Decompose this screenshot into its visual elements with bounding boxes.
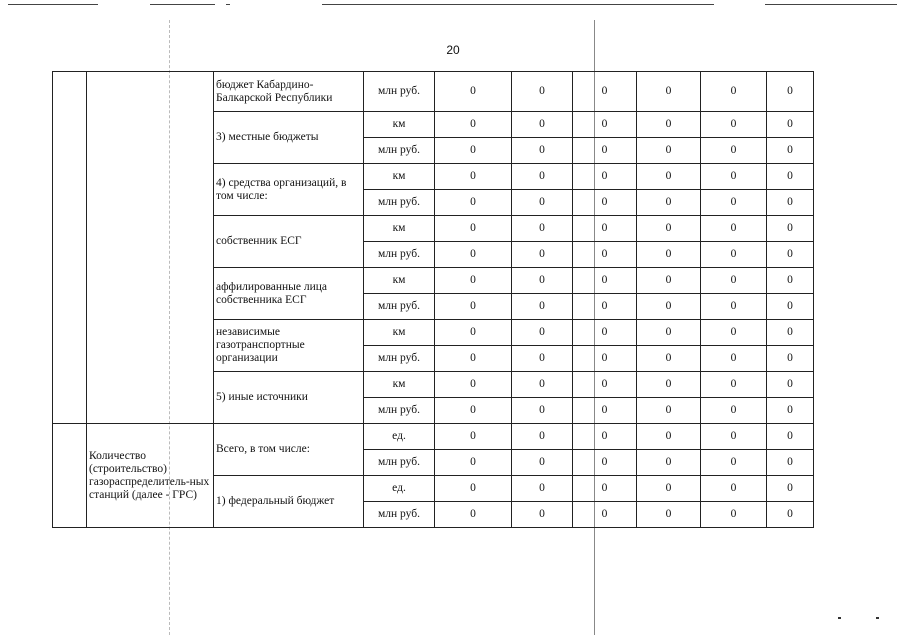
value-cell: 0 bbox=[573, 346, 637, 372]
table-row bbox=[53, 424, 814, 450]
unit-cell: млн руб. bbox=[364, 502, 435, 528]
value-cell: 0 bbox=[767, 450, 814, 476]
value-cell: 0 bbox=[637, 138, 701, 164]
scan-mark bbox=[876, 617, 879, 619]
value-cell: 0 bbox=[701, 398, 767, 424]
value-cell: 0 bbox=[512, 320, 573, 346]
funding-source-label: 5) иные источники bbox=[214, 372, 364, 424]
value-cell: 0 bbox=[701, 164, 767, 190]
value-cell: 0 bbox=[512, 476, 573, 502]
value-cell: 0 bbox=[701, 424, 767, 450]
value-cell: 0 bbox=[512, 346, 573, 372]
value-cell: 0 bbox=[767, 424, 814, 450]
value-cell: 0 bbox=[767, 294, 814, 320]
value-cell: 0 bbox=[767, 190, 814, 216]
value-cell: 0 bbox=[637, 450, 701, 476]
value-cell: 0 bbox=[573, 398, 637, 424]
value-cell: 0 bbox=[701, 138, 767, 164]
value-cell: 0 bbox=[435, 268, 512, 294]
scan-mark bbox=[838, 617, 841, 619]
value-cell: 0 bbox=[637, 268, 701, 294]
value-cell: 0 bbox=[573, 242, 637, 268]
value-cell: 0 bbox=[767, 320, 814, 346]
row-number-cell bbox=[53, 72, 87, 424]
value-cell: 0 bbox=[573, 72, 637, 112]
value-cell: 0 bbox=[512, 216, 573, 242]
value-cell: 0 bbox=[637, 190, 701, 216]
funding-source-label: бюджет Кабардино-Балкарской Республики bbox=[214, 72, 364, 112]
funding-source-label: 3) местные бюджеты bbox=[214, 112, 364, 164]
value-cell: 0 bbox=[637, 346, 701, 372]
value-cell: 0 bbox=[512, 72, 573, 112]
value-cell: 0 bbox=[435, 346, 512, 372]
funding-source-label: независимые газотранспортные организации bbox=[214, 320, 364, 372]
value-cell: 0 bbox=[701, 320, 767, 346]
value-cell: 0 bbox=[435, 476, 512, 502]
value-cell: 0 bbox=[573, 190, 637, 216]
value-cell: 0 bbox=[701, 72, 767, 112]
value-cell: 0 bbox=[573, 372, 637, 398]
value-cell: 0 bbox=[435, 190, 512, 216]
value-cell: 0 bbox=[701, 190, 767, 216]
value-cell: 0 bbox=[701, 476, 767, 502]
value-cell: 0 bbox=[701, 242, 767, 268]
unit-cell: млн руб. bbox=[364, 346, 435, 372]
unit-cell: млн руб. bbox=[364, 294, 435, 320]
value-cell: 0 bbox=[512, 372, 573, 398]
unit-cell: ед. bbox=[364, 476, 435, 502]
indicator-cell bbox=[87, 72, 214, 424]
value-cell: 0 bbox=[435, 372, 512, 398]
value-cell: 0 bbox=[435, 164, 512, 190]
value-cell: 0 bbox=[573, 268, 637, 294]
funding-source-label: 1) федеральный бюджет bbox=[214, 476, 364, 528]
unit-cell: км bbox=[364, 164, 435, 190]
value-cell: 0 bbox=[767, 72, 814, 112]
value-cell: 0 bbox=[637, 320, 701, 346]
value-cell: 0 bbox=[512, 268, 573, 294]
value-cell: 0 bbox=[512, 112, 573, 138]
value-cell: 0 bbox=[701, 372, 767, 398]
unit-cell: млн руб. bbox=[364, 138, 435, 164]
top-edge-line bbox=[765, 4, 897, 5]
value-cell: 0 bbox=[637, 476, 701, 502]
value-cell: 0 bbox=[512, 502, 573, 528]
value-cell: 0 bbox=[637, 372, 701, 398]
value-cell: 0 bbox=[435, 72, 512, 112]
value-cell: 0 bbox=[767, 138, 814, 164]
unit-cell: км bbox=[364, 112, 435, 138]
value-cell: 0 bbox=[512, 424, 573, 450]
value-cell: 0 bbox=[637, 216, 701, 242]
value-cell: 0 bbox=[435, 502, 512, 528]
value-cell: 0 bbox=[767, 502, 814, 528]
unit-cell: км bbox=[364, 372, 435, 398]
funding-source-label: собственник ЕСГ bbox=[214, 216, 364, 268]
value-cell: 0 bbox=[701, 268, 767, 294]
value-cell: 0 bbox=[701, 450, 767, 476]
funding-table bbox=[52, 71, 814, 528]
funding-source-label: аффилированные лица собственника ЕСГ bbox=[214, 268, 364, 320]
value-cell: 0 bbox=[767, 242, 814, 268]
value-cell: 0 bbox=[573, 138, 637, 164]
value-cell: 0 bbox=[637, 164, 701, 190]
value-cell: 0 bbox=[512, 190, 573, 216]
top-edge-line bbox=[322, 4, 714, 5]
top-edge-line bbox=[150, 4, 215, 5]
value-cell: 0 bbox=[767, 216, 814, 242]
unit-cell: млн руб. bbox=[364, 190, 435, 216]
table-row bbox=[53, 72, 814, 112]
value-cell: 0 bbox=[435, 294, 512, 320]
value-cell: 0 bbox=[573, 450, 637, 476]
value-cell: 0 bbox=[435, 398, 512, 424]
row-number-cell bbox=[53, 424, 87, 528]
value-cell: 0 bbox=[512, 450, 573, 476]
value-cell: 0 bbox=[701, 294, 767, 320]
value-cell: 0 bbox=[435, 138, 512, 164]
value-cell: 0 bbox=[767, 398, 814, 424]
value-cell: 0 bbox=[701, 346, 767, 372]
value-cell: 0 bbox=[512, 164, 573, 190]
page-number: 20 bbox=[446, 43, 460, 57]
unit-cell: млн руб. bbox=[364, 398, 435, 424]
value-cell: 0 bbox=[435, 424, 512, 450]
value-cell: 0 bbox=[435, 242, 512, 268]
indicator-cell: Количество (строительство) газораспределитель-ных станций (далее - ГРС) bbox=[87, 424, 214, 528]
value-cell: 0 bbox=[637, 242, 701, 268]
value-cell: 0 bbox=[701, 216, 767, 242]
value-cell: 0 bbox=[512, 242, 573, 268]
value-cell: 0 bbox=[573, 164, 637, 190]
value-cell: 0 bbox=[573, 502, 637, 528]
value-cell: 0 bbox=[637, 294, 701, 320]
funding-source-label: Всего, в том числе: bbox=[214, 424, 364, 476]
value-cell: 0 bbox=[701, 112, 767, 138]
funding-source-label: 4) средства организаций, в том числе: bbox=[214, 164, 364, 216]
unit-cell: км bbox=[364, 268, 435, 294]
top-edge-line bbox=[226, 4, 230, 5]
value-cell: 0 bbox=[573, 476, 637, 502]
value-cell: 0 bbox=[435, 112, 512, 138]
value-cell: 0 bbox=[573, 216, 637, 242]
value-cell: 0 bbox=[637, 424, 701, 450]
value-cell: 0 bbox=[767, 346, 814, 372]
value-cell: 0 bbox=[512, 398, 573, 424]
value-cell: 0 bbox=[637, 112, 701, 138]
value-cell: 0 bbox=[637, 502, 701, 528]
value-cell: 0 bbox=[637, 72, 701, 112]
top-edge-line bbox=[8, 4, 98, 5]
value-cell: 0 bbox=[435, 216, 512, 242]
unit-cell: млн руб. bbox=[364, 72, 435, 112]
value-cell: 0 bbox=[701, 502, 767, 528]
unit-cell: ед. bbox=[364, 424, 435, 450]
value-cell: 0 bbox=[637, 398, 701, 424]
value-cell: 0 bbox=[767, 476, 814, 502]
value-cell: 0 bbox=[435, 450, 512, 476]
value-cell: 0 bbox=[573, 424, 637, 450]
value-cell: 0 bbox=[573, 112, 637, 138]
unit-cell: км bbox=[364, 216, 435, 242]
value-cell: 0 bbox=[767, 112, 814, 138]
value-cell: 0 bbox=[767, 268, 814, 294]
unit-cell: км bbox=[364, 320, 435, 346]
unit-cell: млн руб. bbox=[364, 450, 435, 476]
value-cell: 0 bbox=[767, 164, 814, 190]
value-cell: 0 bbox=[573, 320, 637, 346]
unit-cell: млн руб. bbox=[364, 242, 435, 268]
value-cell: 0 bbox=[512, 294, 573, 320]
value-cell: 0 bbox=[512, 138, 573, 164]
table-body bbox=[53, 72, 814, 528]
value-cell: 0 bbox=[573, 294, 637, 320]
value-cell: 0 bbox=[435, 320, 512, 346]
value-cell: 0 bbox=[767, 372, 814, 398]
